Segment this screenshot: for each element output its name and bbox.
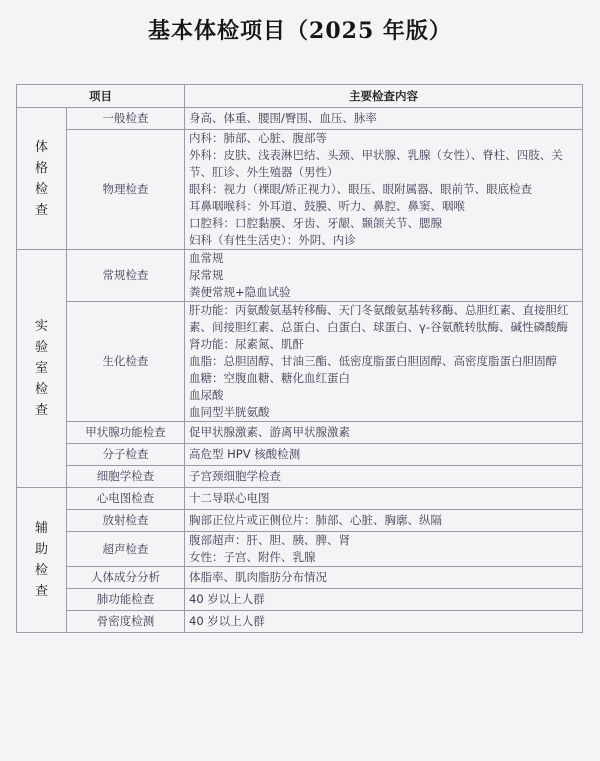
category-lab-exam: 实验室检查 — [17, 250, 67, 488]
document-title: 基本体检项目（2025 年版） — [148, 18, 452, 44]
table-row — [17, 589, 583, 611]
item-cell: 超声检查 — [67, 532, 185, 567]
item-cell: 骨密度检测 — [67, 611, 185, 633]
table-row — [17, 444, 583, 466]
content-cell: 胸部正位片或正侧位片：肺部、心脏、胸廓、纵隔 — [185, 510, 583, 532]
table-row — [17, 611, 583, 633]
table-header-row — [17, 85, 583, 108]
content-cell: 血常规 尿常规 粪便常规+隐血试验 — [185, 250, 583, 302]
content-cell: 40 岁以上人群 — [185, 589, 583, 611]
content-cell: 40 岁以上人群 — [185, 611, 583, 633]
table-row — [17, 250, 583, 302]
content-cell: 子宫颈细胞学检查 — [185, 466, 583, 488]
item-cell: 心电图检查 — [67, 488, 185, 510]
item-cell: 生化检查 — [67, 302, 185, 422]
item-cell: 一般检查 — [67, 108, 185, 130]
category-auxiliary-exam: 辅助检查 — [17, 488, 67, 633]
exam-items-table — [16, 84, 583, 633]
content-cell: 高危型 HPV 核酸检测 — [185, 444, 583, 466]
header-item: 项目 — [17, 85, 185, 108]
content-cell: 内科：肺部、心脏、腹部等 外科：皮肤、浅表淋巴结、头颈、甲状腺、乳腺（女性）、脊柱、四肢、关节、肛诊、外生殖器（男性） 眼科：视力（裸眼/矫正视力）、眼压、眼附属器、眼前节、眼底检查 耳鼻咽喉科：外耳道、鼓膜、听力、鼻腔、鼻窦、咽喉 口腔科：口腔黏膜、牙齿、牙龈、颞颌关节、腮腺 妇科（有性生活史）：外阴、内诊 — [185, 130, 583, 250]
header-content: 主要检查内容 — [185, 85, 583, 108]
category-physical-exam: 体格检查 — [17, 108, 67, 250]
item-cell: 常规检查 — [67, 250, 185, 302]
content-cell: 促甲状腺激素、游离甲状腺激素 — [185, 422, 583, 444]
content-cell: 肝功能：丙氨酸氨基转移酶、天门冬氨酸氨基转移酶、总胆红素、直接胆红素、间接胆红素、总蛋白、白蛋白、球蛋白、γ-谷氨酰转肽酶、碱性磷酸酶 肾功能：尿素氮、肌酐 血脂：总胆固醇、甘油三酯、低密度脂蛋白胆固醇、高密度脂蛋白胆固醇 血糖：空腹血糖、糖化血红蛋白 血尿酸 血同型半胱氨酸 — [185, 302, 583, 422]
item-cell: 分子检查 — [67, 444, 185, 466]
table-row — [17, 422, 583, 444]
content-cell: 身高、体重、腰围/臀围、血压、脉率 — [185, 108, 583, 130]
item-cell: 放射检查 — [67, 510, 185, 532]
table-row — [17, 567, 583, 589]
content-cell: 腹部超声：肝、胆、胰、脾、肾 女性：子宫、附件、乳腺 — [185, 532, 583, 567]
content-cell: 体脂率、肌肉脂肪分布情况 — [185, 567, 583, 589]
table-row — [17, 532, 583, 567]
table-row — [17, 510, 583, 532]
content-cell: 十二导联心电图 — [185, 488, 583, 510]
table-row — [17, 302, 583, 422]
item-cell: 肺功能检查 — [67, 589, 185, 611]
table-row — [17, 108, 583, 130]
item-cell: 人体成分分析 — [67, 567, 185, 589]
table-row — [17, 130, 583, 250]
table-row — [17, 488, 583, 510]
item-cell: 物理检查 — [67, 130, 185, 250]
table-row — [17, 466, 583, 488]
item-cell: 甲状腺功能检查 — [67, 422, 185, 444]
item-cell: 细胞学检查 — [67, 466, 185, 488]
